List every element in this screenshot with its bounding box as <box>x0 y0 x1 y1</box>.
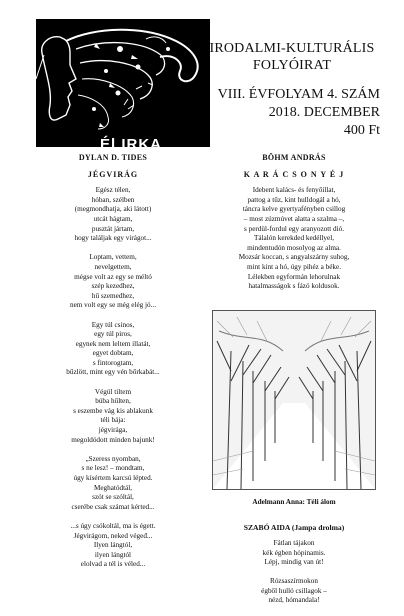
masthead-title-line2: FOLYÓIRAT <box>252 58 332 73</box>
poem-line: jégvirága, <box>98 426 128 435</box>
poem-line: s ne lesz! – mondtam, <box>81 464 145 473</box>
poem-title: JÉGVIRÁG <box>87 169 139 179</box>
poem-line: Meghatódtál, <box>93 483 133 492</box>
poem-line: táncra kelve gyertyafényben csillog <box>242 205 346 214</box>
poem-line: hatalmasságok s fázó koldusok. <box>248 282 340 291</box>
poem-line: s perdül-fordul egy aranyozott dió. <box>244 224 344 233</box>
poem-line: utcát hágtam, <box>93 214 133 223</box>
journal-logo <box>36 19 210 153</box>
poem-line: Egy túl csinos, <box>91 320 135 329</box>
poem-line: egy túl piros, <box>94 330 132 339</box>
poem-line: pattog a tűz, kint hulldogál a hó, <box>247 195 341 204</box>
poem-body <box>34 186 192 570</box>
poem-line: égből hulló csillagok – <box>261 586 327 595</box>
poem-line: elolvad a tél is véled... <box>80 560 146 569</box>
right-column <box>207 153 381 616</box>
poem-line: – most zúzmúvet alatta a szalma –, <box>243 214 345 223</box>
poem-line: Mozsár koccan, s angyalszárny suhog, <box>238 253 350 262</box>
poem-line: Lélekben egyformán lehorulnak <box>247 272 341 281</box>
poem-line: mindentudón mosolyog az alma. <box>247 243 341 252</box>
poem-title-2: K A R Á C S O N Y É J <box>243 169 345 179</box>
poem-line: Idebent kalács- és fenyőillat, <box>252 186 336 195</box>
poem-stanza <box>34 522 192 570</box>
poem-line: nevelgettem, <box>94 262 132 271</box>
logo-artwork <box>36 19 210 147</box>
poem-line: (megmondhatja, aki látott) <box>74 205 152 214</box>
illustration-caption: Adelmann Anna: Téli álom <box>252 497 336 506</box>
poem-author-2: BÖHM ANDRÁS <box>262 153 326 162</box>
poem-stanza <box>34 253 192 311</box>
illustration-winter-dream <box>212 310 376 490</box>
poem-line: egynek nem leltem illatát, <box>75 339 151 348</box>
issue-date: 2018. DECEMBER <box>268 105 380 120</box>
poem-body-2 <box>207 186 381 292</box>
poem-line: Végül tiltem <box>94 387 132 396</box>
poem-line: hű szemedhez, <box>91 291 135 300</box>
poem-author: DYLAN D. TIDES <box>78 153 148 162</box>
poem-line: nem volt egy se még elég jó... <box>69 301 157 310</box>
poem-line: nézd, hómandala! <box>268 596 320 605</box>
poem-line: s eszembe vág kis ablakunk <box>73 406 153 415</box>
poem-line: hóban, szélben <box>91 195 135 204</box>
winter-alley-drawing <box>213 311 375 489</box>
poem-line: Jégvirágom, neked végeđ... <box>73 531 153 540</box>
poem-stanza <box>34 455 192 513</box>
poem-line: Lépj, mindig van út! <box>264 558 324 567</box>
poem-line: mint kint a hó, úgy pihéz a béke. <box>246 262 341 271</box>
poem-line: ...s úgy csókoltál, ma is égett. <box>70 521 156 530</box>
poem-line: Ilyen lángtól, <box>93 541 133 550</box>
masthead-title-line1: IRODALMI-KULTURÁLIS <box>209 41 375 56</box>
masthead <box>206 40 378 74</box>
issue-number: VIII. ÉVFOLYAM 4. SZÁM <box>217 87 380 102</box>
poem-line: bűzlött, mint egy vén bőrkabát... <box>66 368 160 377</box>
poem-line: ilyen lángtól <box>94 550 132 559</box>
poem-line: hogy találjak egy virágot... <box>74 234 152 243</box>
poem-line: Tálalón kerekded kedéllyel, <box>253 234 335 243</box>
poem-stanza <box>34 321 192 379</box>
poem-stanza <box>34 388 192 446</box>
poem-line: s fintorogtam, <box>92 358 134 367</box>
poem-line: téli bája: <box>100 416 126 425</box>
poem-line: szép kezedhez, <box>91 282 135 291</box>
poem-author-3: SZABÓ AIDA (Jampa drolma) <box>243 523 345 533</box>
poem-line: „Szeress nyomban, <box>85 454 141 463</box>
poem-line: Rózsaszírmokon <box>270 577 318 586</box>
poem-line: egyet dobtam, <box>92 349 134 358</box>
left-column <box>34 153 192 580</box>
poem-stanza <box>34 186 192 244</box>
logo-text: Él IRKA <box>100 136 163 153</box>
poem-line: megoldódott minden bajunk! <box>71 435 155 444</box>
poem-line: cserébe csak számat kérted... <box>71 502 155 511</box>
haiku-1 <box>207 539 381 568</box>
poem-line: Egész télen, <box>95 186 131 195</box>
poem-line: szót se szóltál, <box>92 493 134 502</box>
issue-price: 400 Ft <box>343 123 380 138</box>
poem-line: Loptam, vettem, <box>89 253 137 262</box>
poem-line: búba hűlten, <box>95 397 131 406</box>
haiku-2 <box>207 577 381 606</box>
poem-line: úgy kísértem karcsú lépted. <box>73 474 153 482</box>
poem-line: mégse volt az egy se méltó <box>74 272 152 281</box>
poem-line: kék égben hópinamis. <box>262 548 326 557</box>
poem-line: Fátlan tájakon <box>273 538 315 547</box>
poem-line: pusztát jártam, <box>91 224 135 233</box>
